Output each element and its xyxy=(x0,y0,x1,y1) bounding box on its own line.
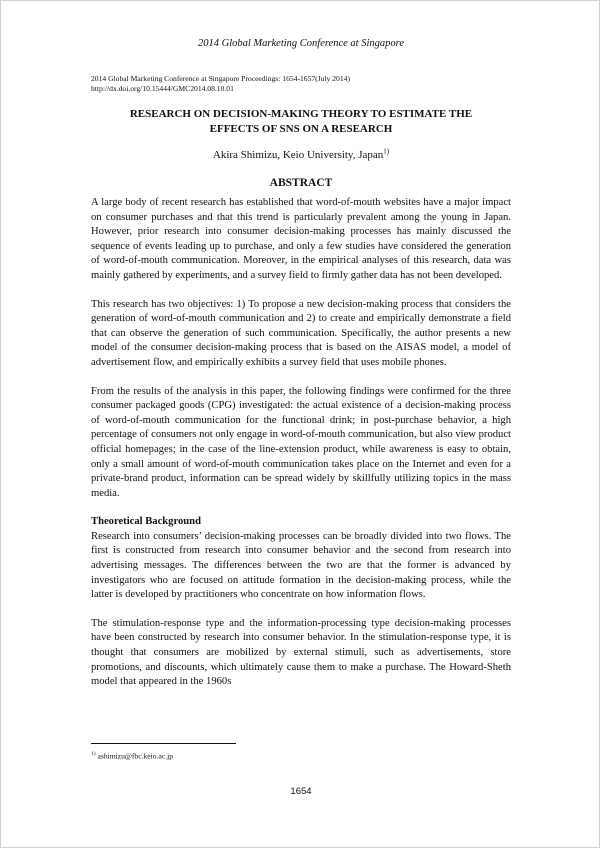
footnote-divider xyxy=(91,743,236,744)
footnote xyxy=(91,751,173,761)
body-paragraph-4: Research into consumers’ decision-making processes can be broadly divided into two flows. The first is constructed from research into consumer behavior and the second from research into advertising messages. The differences between the two are that the former is advanced by investigators who are focused on attitude formation in the decision-making process, while the latter is developed by practitioners who concentrate on how information flows. xyxy=(91,530,511,601)
author-line xyxy=(91,149,511,161)
body-paragraph-5: The stimulation-response type and the information-processing type decision-making processes have been constructed by research into consumer behavior. In the stimulation-response type, it is thought that consumers are mobilized by external stimuli, such as advertisements, store promotions, and discounts, which ultimately cause them to make a purchase. The Howard-Sheth model that appeared in the 1960s xyxy=(91,617,511,688)
abstract-paragraph-1: A large body of recent research has established that word-of-mouth websites have a major impact on consumer purchases and that this trend is particularly prevalent among the young in Japan. However, prior research into consumer decision-making processes has mainly discussed the sequence of events leading up to purchase, and only a few studies have considered the generation of word-of-mouth communication. Moreover, in the empirical analyses of this research, data was mainly gathered by experiments, and a survey field to firmly gather data has not been developed. xyxy=(91,197,511,281)
proceedings-citation: 2014 Global Marketing Conference at Singapore Proceedings: 1654-1657(July 2014) xyxy=(91,74,350,83)
author-footnote-marker: 1) xyxy=(383,147,390,156)
proceedings-info xyxy=(91,74,521,94)
running-head: 2014 Global Marketing Conference at Singapore xyxy=(198,38,404,49)
paper-title xyxy=(91,107,511,137)
section-heading: Theoretical Background xyxy=(91,516,201,528)
abstract-paragraph-3: From the results of the analysis in this paper, the following findings were confirmed for the three consumer packaged goods (CPG) investigated: the actual existence of a decision-making process of word-of-mouth communication for the functional drink; in post-purchase behavior, a high percentage of consumers not only engage in word-of-mouth communication, but also view product official homepages; in the case of the line-extension product, while awareness is easy to obtain, only a small amount of word-of-mouth communication takes place on the Internet and even for a private-brand product, information can be spread widely by skillfully utilizing topics in the mass media. xyxy=(91,385,511,499)
author-name: Akira Shimizu, Keio University, Japan xyxy=(212,149,384,161)
abstract-paragraph-2: This research has two objectives: 1) To propose a new decision-making process that considers the generation of word-of-mouth communication and 2) to create and empirically demonstrate a field that can observe the generation of such communication. Specifically, the author presents a new model of the consumer decision-making process that is based on the AISAS model, a model of advertisement flow, and empirically exhibits a survey field that uses mobile phones. xyxy=(91,298,511,368)
footnote-email[interactable]: ashimizu@fbc.keio.ac.jp xyxy=(95,751,174,761)
doi-link[interactable]: http://dx.doi.org/10.15444/GMC2014.08.10.01 xyxy=(91,84,234,93)
footnote-marker: 1) xyxy=(91,751,96,757)
paper-title-line-1: RESEARCH ON DECISION-MAKING THEORY TO ESTIMATE THE xyxy=(129,108,473,120)
paper-title-line-2: EFFECTS OF SNS ON A RESEARCH xyxy=(209,123,393,135)
paper-body xyxy=(91,196,511,704)
abstract-heading: ABSTRACT xyxy=(269,177,333,189)
page-number: 1654 xyxy=(290,786,312,797)
